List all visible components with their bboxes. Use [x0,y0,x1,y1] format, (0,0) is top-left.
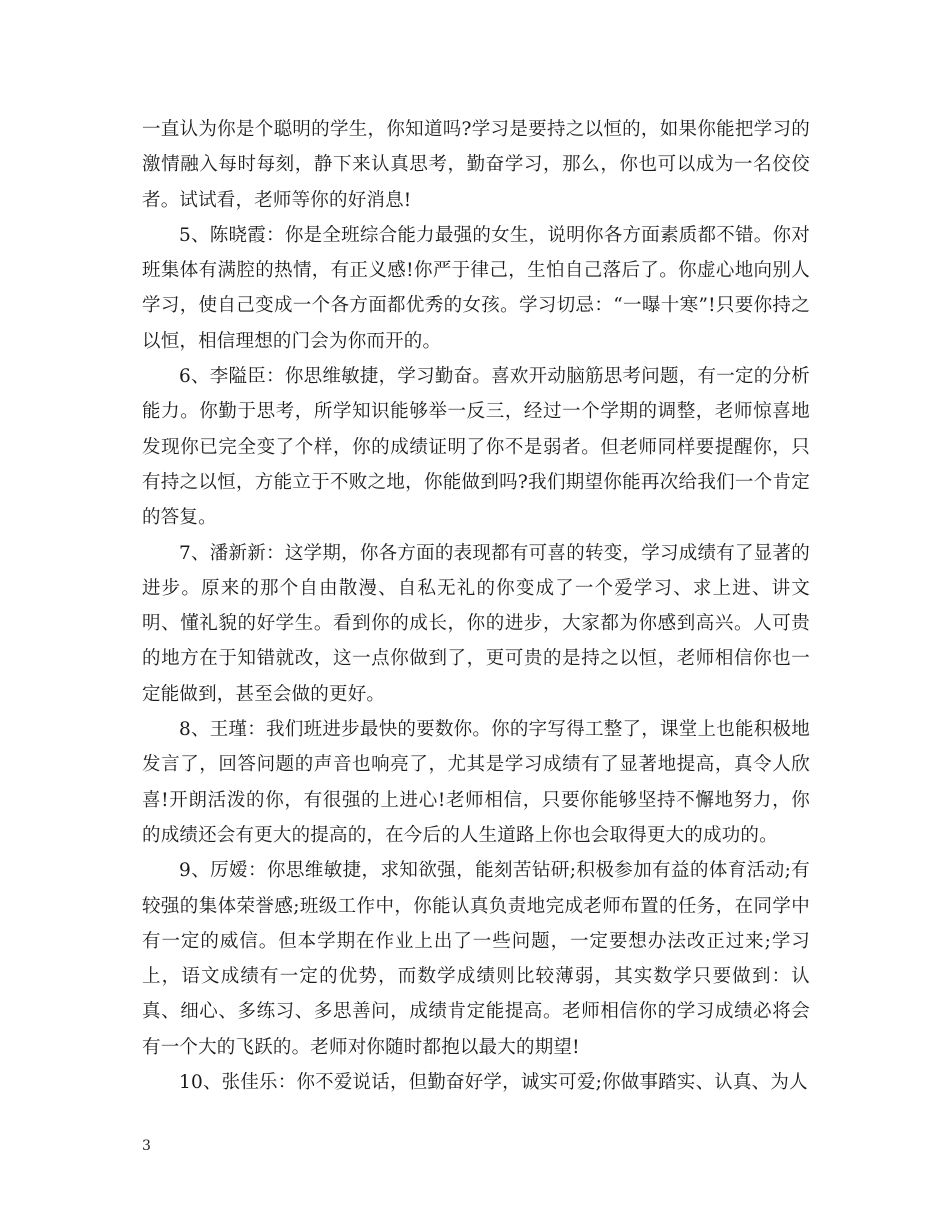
paragraph-6: 9、厉嫒：你思维敏捷，求知欲强，能刻苦钻研;积极参加有益的体育活动;有较强的集体荣誉感;班级工作中，你能认真负责地完成老师布置的任务，在同学中有一定的威信。但本学期在作业上出了一些问题，一定要想办法改正过来;学习上，语文成绩有一定的优势，而数学成绩则比较薄弱，其实数学只要做到：认真、细心、多练习、多思善问，成绩肯定能提高。老师相信你的学习成绩必将会有一个大的飞跃的。老师对你随时都抱以最大的期望! [142,860,810,1058]
paragraph-4: 7、潘新新：这学期，你各方面的表现都有可喜的转变，学习成绩有了显著的进步。原来的那个自由散漫、自私无礼的你变成了一个爱学习、求上进、讲文明、懂礼貌的好学生。看到你的成长，你的进步，大家都为你感到高兴。人可贵的地方在于知错就改，这一点你做到了，更可贵的是持之以恒，老师相信你也一定能做到，甚至会做的更好。 [142,542,810,705]
paragraph-2: 5、陈晓霞：你是全班综合能力最强的女生，说明你各方面素质都不错。你对班集体有满腔的热情，有正义感!你严于律己，生怕自己落后了。你虚心地向别人学习，使自己变成一个各方面都优秀的女孩。学习切忌：“一曝十寒”!只要你持之以恒，相信理想的门会为你而开的。 [142,224,810,352]
document-body [142,112,810,1100]
page-number: 3 [142,1138,151,1154]
paragraph-5: 8、王瑾：我们班进步最快的要数你。你的字写得工整了，课堂上也能积极地发言了，回答问题的声音也响亮了，尤其是学习成绩有了显著地提高，真令人欣喜!开朗活泼的你，有很强的上进心!老师相信，只要你能够坚持不懈地努力，你的成绩还会有更大的提高的，在今后的人生道路上你也会取得更大的成功的。 [142,719,810,846]
paragraph-1: 一直认为你是个聪明的学生，你知道吗?学习是要持之以恒的，如果你能把学习的激情融入每时每刻，静下来认真思考，勤奋学习，那么，你也可以成为一名佼佼者。试试看，老师等你的好消息! [142,119,810,211]
paragraph-3: 6、李隘臣：你思维敏捷，学习勤奋。喜欢开动脑筋思考问题，有一定的分析能力。你勤于思考，所学知识能够举一反三，经过一个学期的调整，老师惊喜地发现你已完全变了个样，你的成绩证明了你不是弱者。但老师同样要提醒你，只有持之以恒，方能立于不败之地，你能做到吗?我们期望你能再次给我们一个肯定的答复。 [142,366,810,529]
paragraph-7: 10、张佳乐：你不爱说话，但勤奋好学，诚实可爱;你做事踏实、认真、为人 [179,1072,808,1094]
